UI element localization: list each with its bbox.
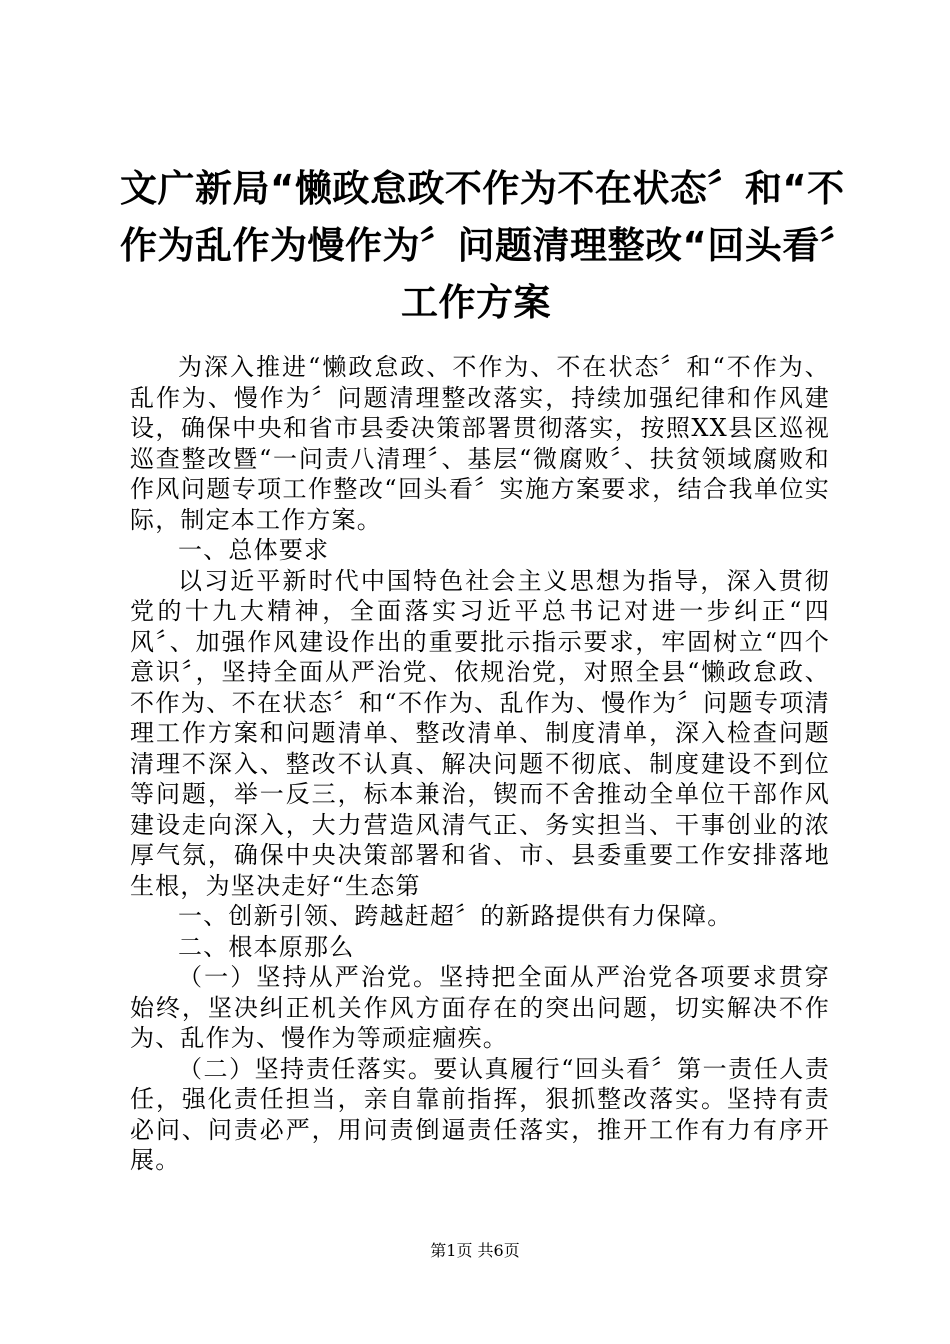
title-line: 作为乱作为慢作为〞问题清理整改“回头看〞	[120, 224, 858, 267]
section-heading: 二、根本原那么	[178, 932, 355, 961]
body-paragraph: （二）坚持责任落实。要认真履行“回头看〞第一责任人责任，强化责任担当，亲自靠前指挥，狠抓整改落实。坚持有责必问、问责必严，用问责倒逼责任落实，推开工作有力有序开展。	[130, 1054, 830, 1174]
body-paragraph: 以习近平新时代中国特色社会主义思想为指导，深入贯彻党的十九大精神，全面落实习近平总书记对进一步纠正“四风〞、加强作风建设作出的重要批示指示要求，牢固树立“四个意识〞，坚持全面从严治党、依规治党，对照全县“懒政怠政、不作为、不在状态〞和“不作为、乱作为、慢作为〞问题专项清理工作方案和问题清单、整改清单、制度清单，深入检查问题清理不深入、整改不认真、解决问题不彻底、制度建设不到位等问题，举一反三，标本兼治，锲而不舍推动全单位干部作风建设走向深入，大力营造风清气正、务实担当、干事创业的浓厚气氛，确保中央决策部署和省、市、县委重要工作安排落地生根，为坚决走好“生态第	[130, 566, 830, 900]
intro-paragraph: 为深入推进“懒政怠政、不作为、不在状态〞和“不作为、乱作为、慢作为〞问题清理整改落实，持续加强纪律和作风建设，确保中央和省市县委决策部署贯彻落实，按照XX县区巡视巡查整改暨“一问责八清理〞、基层“微腐败〞、扶贫领域腐败和作风问题专项工作整改“回头看〞实施方案要求，结合我单位实际，制定本工作方案。	[130, 353, 830, 534]
body-paragraph: 一、创新引领、跨越赶超〞的新路提供有力保障。	[178, 902, 733, 930]
title-line: 文广新局“懒政怠政不作为不在状态〞和“不	[120, 167, 845, 210]
body-paragraph: （一）坚持从严治党。坚持把全面从严治党各项要求贯穿始终，坚决纠正机关作风方面存在的突出问题，切实解决不作为、乱作为、慢作为等顽症痼疾。	[130, 963, 830, 1052]
document-title	[120, 160, 858, 331]
page-number-footer: 第1页 共6页	[430, 1241, 520, 1260]
title-line: 工作方案	[401, 281, 551, 324]
section-heading: 一、总体要求	[178, 536, 330, 564]
document-body	[130, 352, 830, 1176]
